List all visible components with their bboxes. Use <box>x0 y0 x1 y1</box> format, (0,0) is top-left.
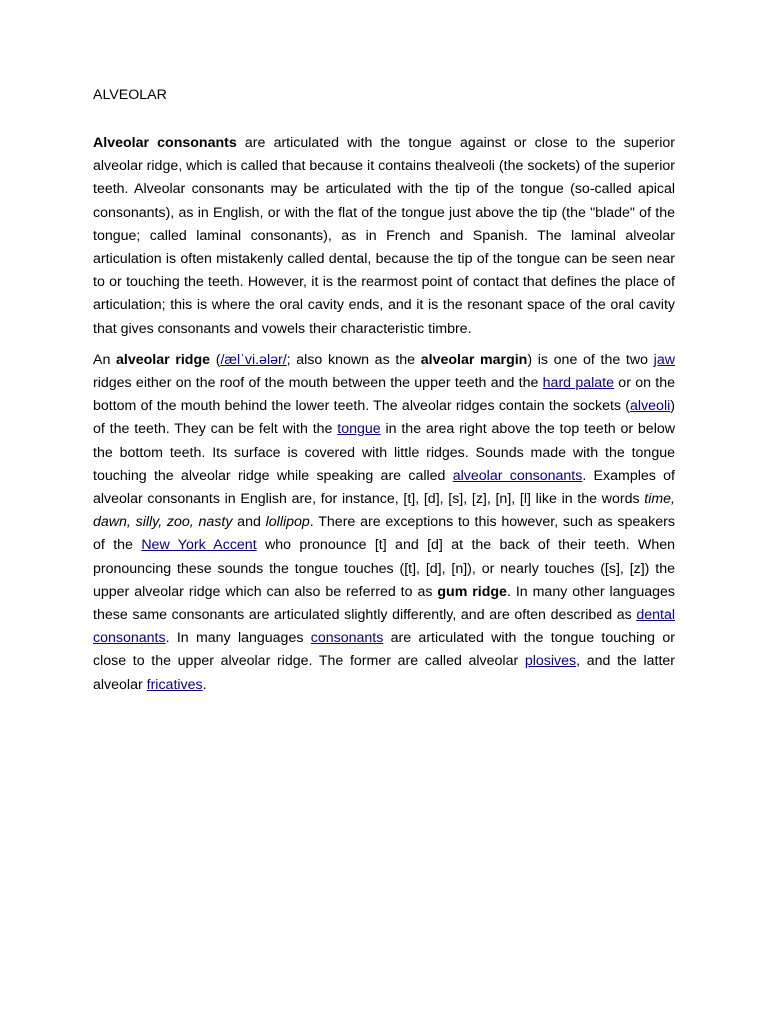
term-alveolar-consonants: Alveolar consonants <box>93 135 237 151</box>
link-dental-consonants[interactable]: dental consonants <box>93 607 675 647</box>
term-gum-ridge: gum ridge <box>437 583 507 600</box>
link-fricatives[interactable]: fricatives <box>146 676 203 693</box>
link-hard-palate[interactable]: hard palate <box>542 375 615 392</box>
text-run: . Examples of alveolar consonants in English are, for instance, [t], [d], [s], [z], [n], [l] like in the words <box>93 467 675 508</box>
example-words: time, dawn, silly, zoo, nasty <box>93 491 675 531</box>
text-run: ( <box>210 351 221 368</box>
link-jaw[interactable]: jaw <box>653 351 675 368</box>
link-alveoli[interactable]: alveoli <box>630 398 671 415</box>
text-run: An <box>93 351 117 368</box>
example-word-lollipop: lollipop <box>265 514 310 531</box>
page-title: ALVEOLAR <box>93 87 167 103</box>
text-run: ) is one of the two <box>527 351 654 368</box>
link-consonants[interactable]: consonants <box>310 630 384 647</box>
text-run: ; also known as the <box>286 351 421 368</box>
text-run: . <box>202 676 207 693</box>
text-run: are articulated with the tongue touching or close to the upper alveolar ridge. The former are called alveolar <box>93 630 675 670</box>
link-new-york-accent[interactable]: New York Accent <box>141 537 257 554</box>
term-alveolar-margin: alveolar margin <box>420 351 528 368</box>
text-run: , and the latter alveolar <box>93 653 676 693</box>
text-run: ridges either on the roof of the mouth between the upper teeth and the <box>93 375 543 392</box>
link-tongue[interactable]: tongue <box>337 421 381 438</box>
paragraph-alveolar-consonants <box>93 132 675 341</box>
link-ipa-pronunciation[interactable]: /ælˈvi.ələr/ <box>220 351 287 368</box>
text-run: . In many languages <box>165 630 311 647</box>
link-alveolar-consonants[interactable]: alveolar consonants <box>452 467 583 484</box>
text-run: . In many other languages these same consonants are articulated slightly differently, and are often described as <box>93 583 675 624</box>
text-run: . There are exceptions to this however, such as speakers of the <box>93 514 675 554</box>
text-run: and <box>232 514 266 531</box>
text-run: in the area right above the top teeth or below the bottom teeth. Its surface is covered with little ridges. Sounds made with the tongue touching the alveolar ridge while speaking are called <box>93 421 675 484</box>
paragraph-alveolar-ridge <box>93 349 675 697</box>
term-alveolar-ridge: alveolar ridge <box>116 351 211 368</box>
text-run: ) of the teeth. They can be felt with the <box>93 398 675 438</box>
paragraph-text: are articulated with the tongue against or close to the superior alveolar ridge, which is called that because it contains thealveoli (the sockets) of the superior teeth. Alveolar consonants may be articulated with the tip of the tongue (so-called apical consonants), as in English, or with the flat of the tongue just above the tip (the "blade" of the tongue; called laminal consonants), as in French and Spanish. The laminal alveolar articulation is often mistakenly called dental, because the tip of the tongue can be seen near to or touching the teeth. However, it is the rearmost point of contact that defines the place of articulation; this is where the oral cavity ends, and it is the resonant space of the oral cavity that gives consonants and vowels their characteristic timbre. <box>93 135 675 337</box>
document-page <box>93 86 675 705</box>
text-run: or on the bottom of the mouth behind the lower teeth. The alveolar ridges contain the sockets ( <box>93 375 675 415</box>
text-run: who pronounce [t] and [d] at the back of their teeth. When pronouncing these sounds the tongue touches ([t], [d], [n]), or nearly touches ([s], [z]) the upper alveolar ridge which can also be referred to as <box>93 537 675 600</box>
link-plosives[interactable]: plosives <box>524 653 577 670</box>
